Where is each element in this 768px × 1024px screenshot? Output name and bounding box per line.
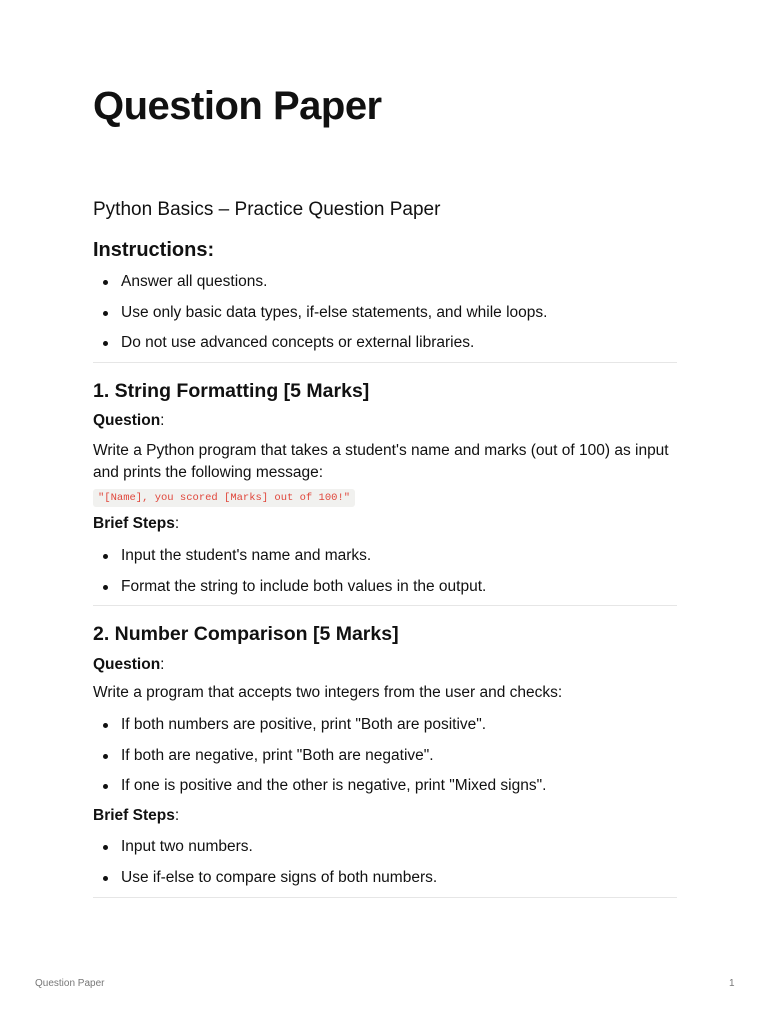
list-item: Use if-else to compare signs of both numbers. <box>93 868 677 899</box>
list-item: Input the student's name and marks. <box>93 546 677 577</box>
instructions-heading: Instructions: <box>93 239 215 261</box>
section-2-heading: 2. Number Comparison [5 Marks] <box>93 623 399 645</box>
section-2-conditions-list <box>93 715 677 807</box>
section-1-question-text: Write a Python program that takes a student's name and marks (out of 100) as input and prints the following message: <box>93 442 669 481</box>
divider <box>93 605 677 606</box>
document-subtitle: Python Basics – Practice Question Paper <box>93 199 441 220</box>
divider <box>93 362 677 363</box>
section-2-question-label: Question: <box>93 656 165 673</box>
list-item: Do not use advanced concepts or external libraries. <box>93 333 677 364</box>
footer-document-title: Question Paper <box>35 978 105 989</box>
code-snippet: "[Name], you scored [Marks] out of 100!" <box>93 489 355 507</box>
section-1-question-label: Question: <box>93 412 165 429</box>
section-1-heading: 1. String Formatting [5 Marks] <box>93 380 370 402</box>
list-item: Answer all questions. <box>93 272 677 303</box>
section-2-steps-label: Brief Steps: <box>93 807 180 824</box>
section-2-steps-list <box>93 837 677 898</box>
section-1-steps-list <box>93 546 677 607</box>
section-1-steps-label: Brief Steps: <box>93 515 180 532</box>
list-item: Format the string to include both values in the output. <box>93 577 677 608</box>
list-item: If one is positive and the other is negative, print "Mixed signs". <box>93 776 677 807</box>
list-item: Input two numbers. <box>93 837 677 868</box>
list-item: If both are negative, print "Both are negative". <box>93 746 677 777</box>
list-item: Use only basic data types, if-else statements, and while loops. <box>93 303 677 334</box>
page-title: Question Paper <box>93 84 382 128</box>
list-item: If both numbers are positive, print "Both are positive". <box>93 715 677 746</box>
section-2-question-text: Write a program that accepts two integers from the user and checks: <box>93 684 563 701</box>
divider <box>93 897 677 898</box>
instructions-list <box>93 272 677 364</box>
footer-page-number: 1 <box>729 978 735 989</box>
